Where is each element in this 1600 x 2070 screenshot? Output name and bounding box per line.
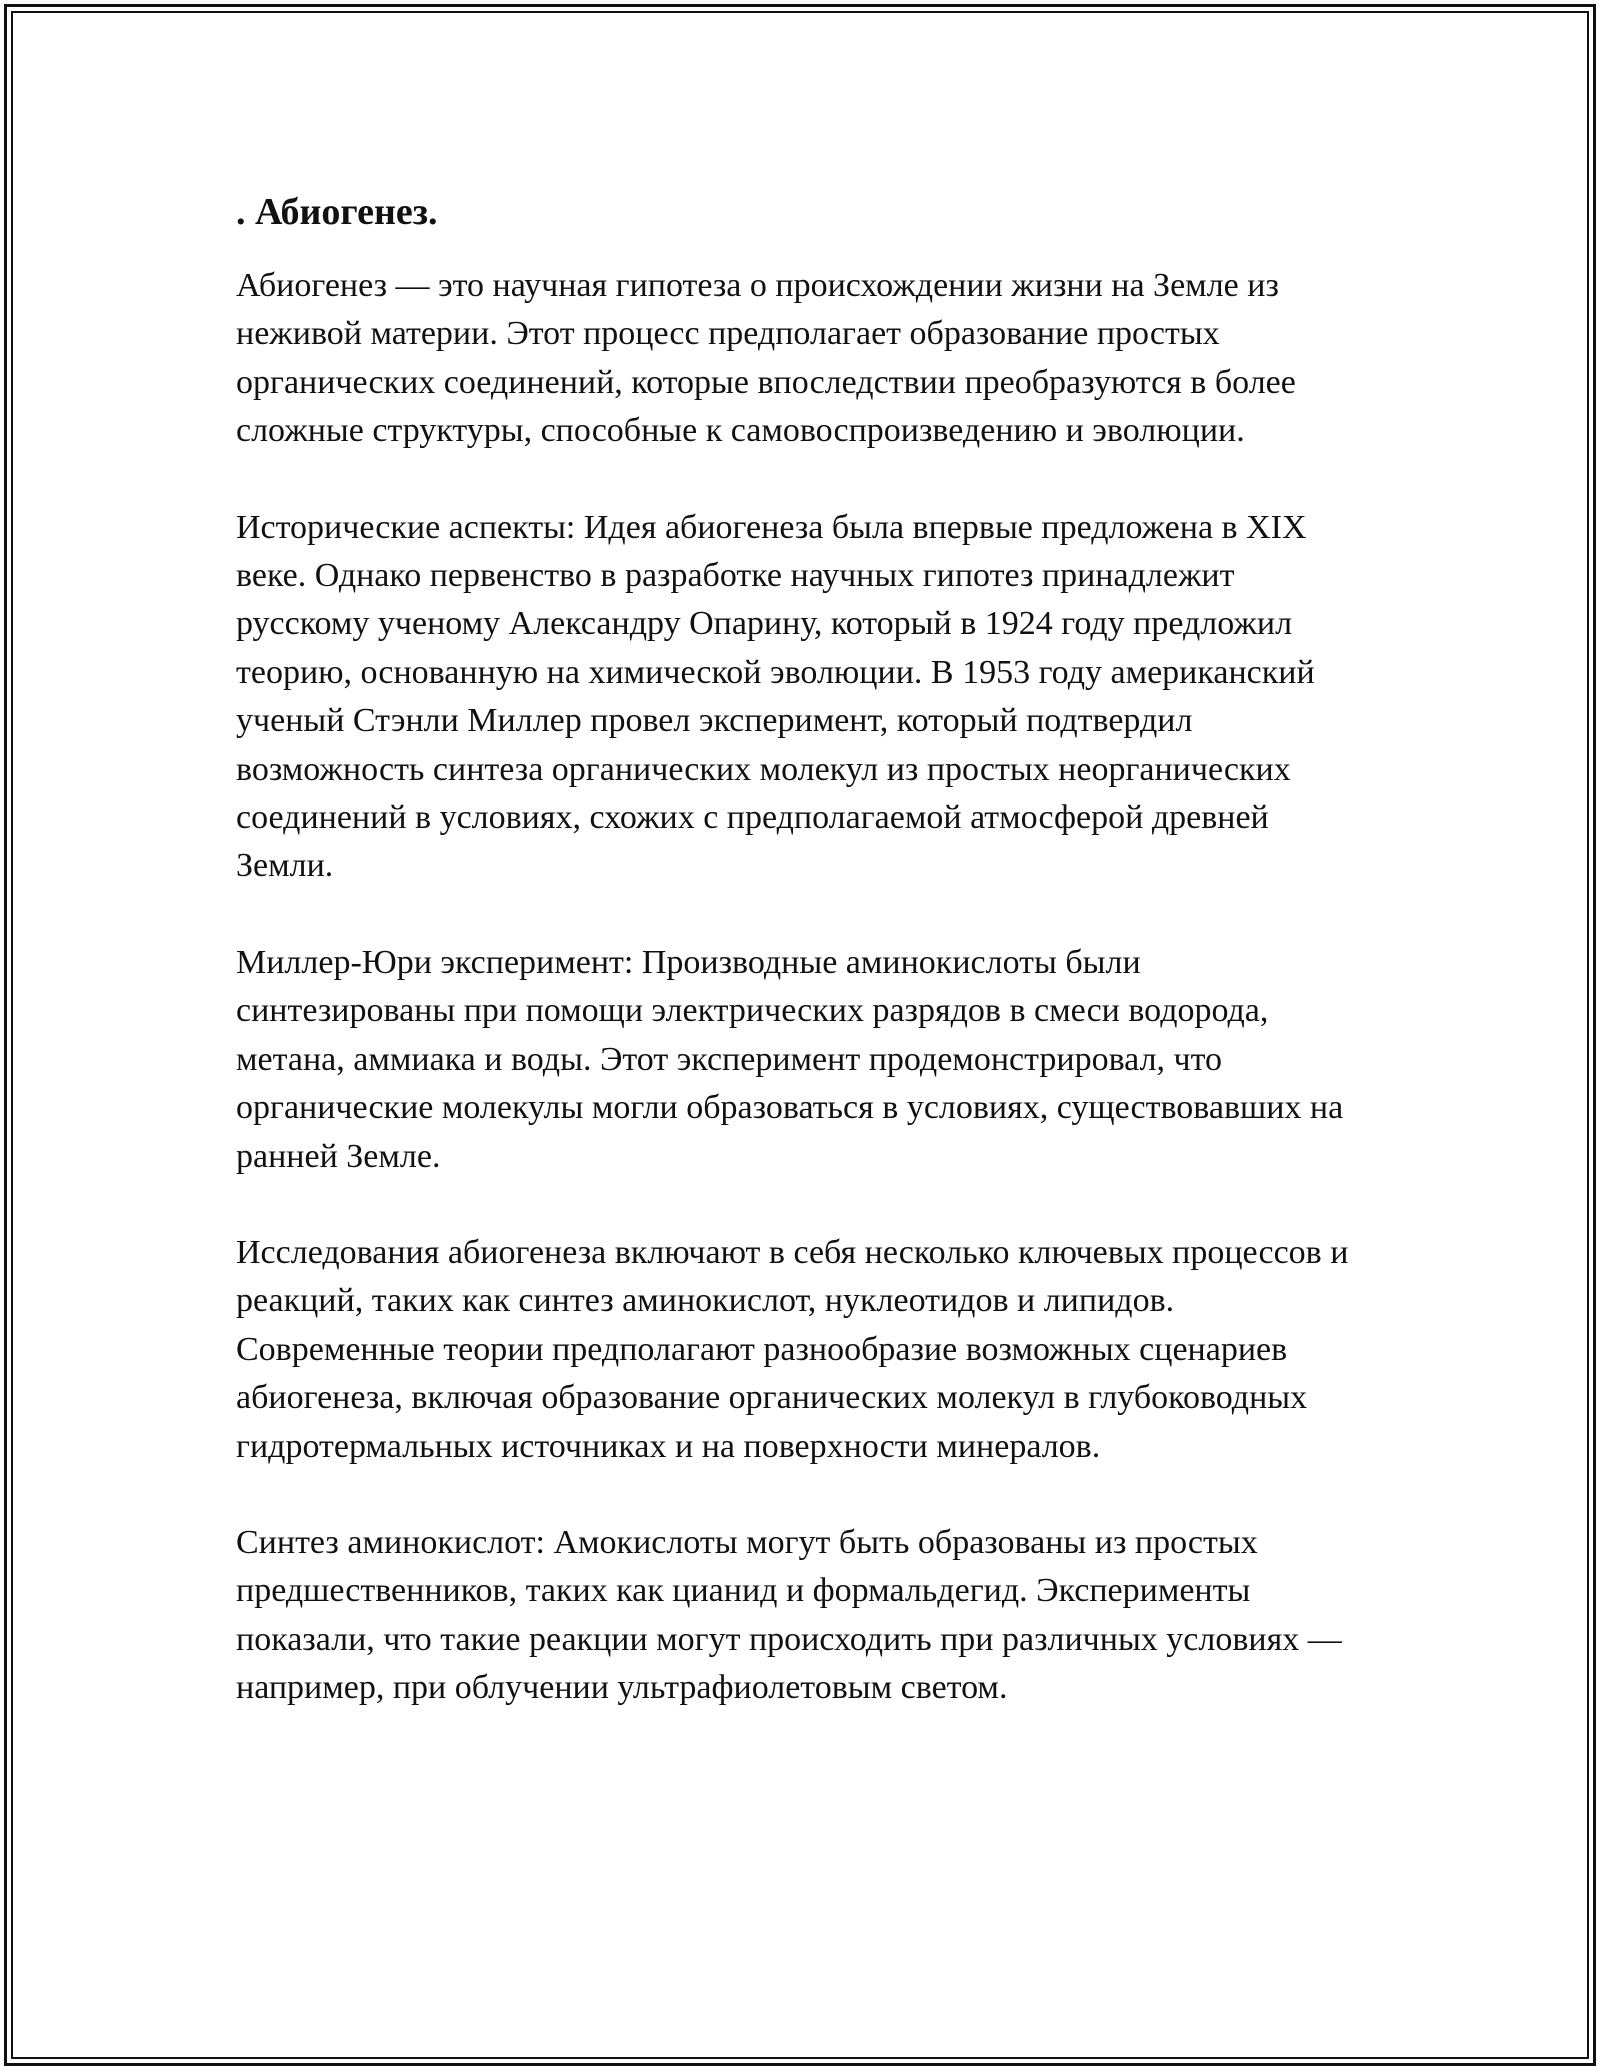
paragraph-amino-synthesis: Синтез аминокислот: Амокислоты могут быть образованы из простых предшественников, таких как цианид и формальдегид. Эксперименты показали, что такие реакции могут происходить при различных условиях — например, при облучении ультрафиолетовым светом. [236, 1523, 1342, 1707]
document-title: . Абиогенез. [236, 191, 438, 233]
document-body [236, 186, 1366, 1761]
paragraph-definition: Абиогенез — это научная гипотеза о происхождении жизни на Земле из неживой материи. Этот процесс предполагает образование простых органических соединений, которые впоследствии преобразуются в более сложные структуры, способные к самовоспроизведению и эволюции. [236, 267, 1296, 450]
paragraph-research: Исследования абиогенеза включают в себя несколько ключевых процессов и реакций, таких как синтез аминокислот, нуклеотидов и липидов. Современные теории предполагают разнообразие возможных сценариев абиогенеза, включая образование органических молекул в глубоководных гидротермальных источниках и на поверхности минералов. [236, 1233, 1349, 1465]
paragraph-history: Исторические аспекты: Идея абиогенеза была впервые предложена в XIX веке. Однако первенство в разработке научных гипотез принадлежит русскому ученому Александру Опарину, который в 1924 году предложил теорию, основанную на химической эволюции. В 1953 году американский ученый Стэнли Миллер провел эксперимент, который подтвердил возможность синтеза органических молекул из простых неорганических соединений в условиях, схожих с предполагаемой атмосферой древней Земли. [236, 508, 1315, 885]
paragraph-miller-urey: Миллер-Юри эксперимент: Производные аминокислоты были синтезированы при помощи электрических разрядов в смеси водорода, метана, аммиака и воды. Этот эксперимент продемонстрировал, что органические молекулы могли образоваться в условиях, существовавших на ранней Земле. [236, 943, 1344, 1175]
